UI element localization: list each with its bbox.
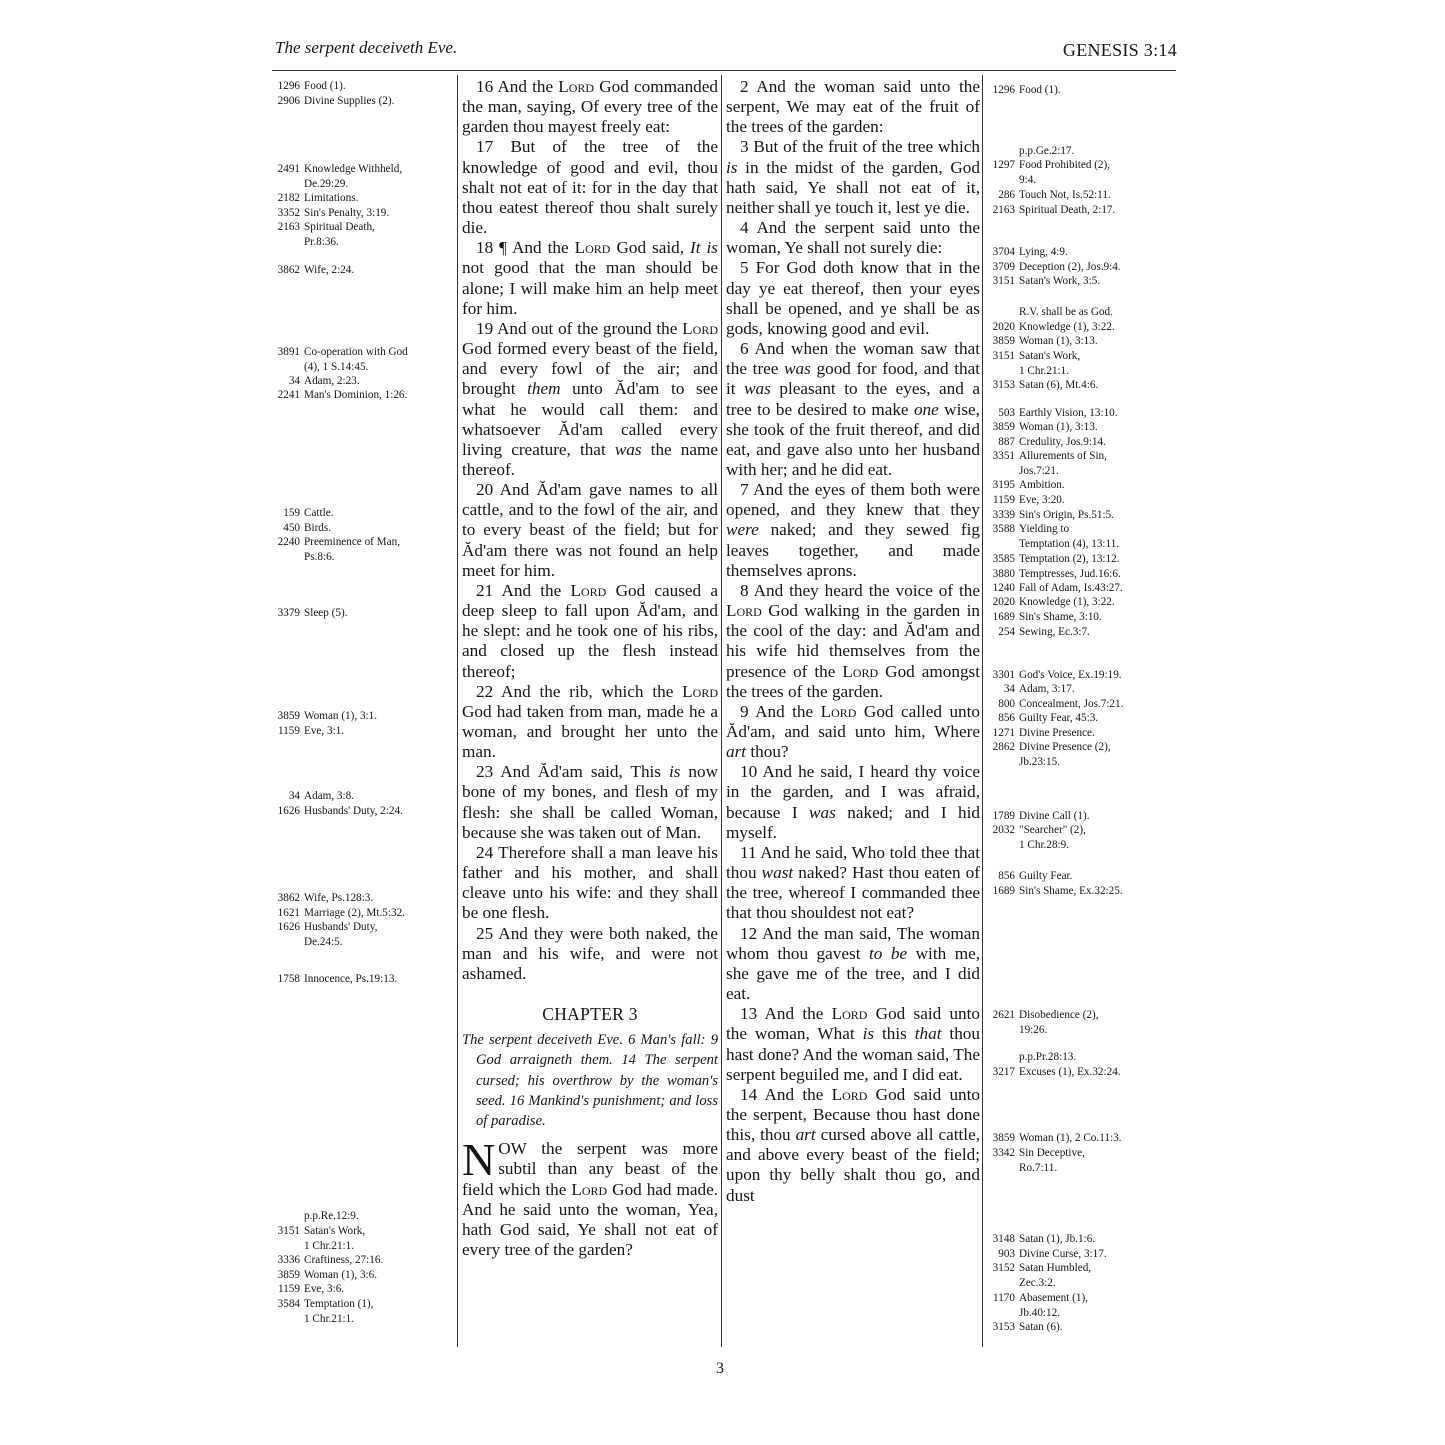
reference-entry: 1296 Food (1). [277,80,346,92]
verse-19: 19 And out of the ground the Lord God formed every beast of the field, and every fowl of the air; and brought them unto Ăd'am to see what he would call them: and whatsoever Ăd'am called every living creature, that was the name thereof. [462,318,719,479]
reference-entry: 3585 Temptation (2), 13:12. [992,553,1120,565]
reference-entry: 2621 Disobedience (2), 19:26. [992,1009,1099,1036]
column-rule-center [721,75,722,1347]
column-rule-right [982,75,983,1347]
reference-entry: 2020 Knowledge (1), 3:22. [992,596,1115,608]
reference-entry: 34 Adam, 3:17. [1003,683,1075,695]
reference-entry: 856 Guilty Fear, 45:3. [998,712,1099,724]
reference-entry: 2032 "Searcher" (2), 1 Chr.28:9. [992,824,1086,851]
reference-entry: 800 Concealment, Jos.7:21. [998,698,1124,710]
reference-entry: 1626 Husbands' Duty, De.24:5. [277,921,378,948]
reference-entry: 1296 Food (1). [992,84,1061,96]
reference-entry: 3859 Woman (1), 3:13. [992,335,1098,347]
verse-22: 22 And the rib, which the Lord God had taken from man, made he a woman, and brought her unto the man. [462,681,718,762]
drop-cap: N [462,1134,496,1186]
reference-entry: 3351 Allurements of Sin, Jos.7:21. [992,450,1107,477]
verse-2: 2 And the woman said unto the serpent, We may eat of the fruit of the trees of the garden: [726,77,980,137]
reference-entry: 1689 Sin's Shame, Ex.32:25. [992,885,1123,897]
reference-entry: 1297 Food Prohibited (2), 9:4. [992,159,1111,186]
verse-20: 20 And Ăd'am gave names to all cattle, and to the fowl of the air, and to every beast of the field; but for Ăd'am there was not found an help meet for him. [462,480,718,580]
verse-9: 9 And the Lord God called unto Ăd'am, and said unto him, Where art thou? [726,701,980,762]
reference-entry: 856 Guilty Fear. [998,870,1073,882]
verse-10: 10 And he said, I heard thy voice in the garden, and I was afraid, because I was naked; and I hid myself. [726,762,980,842]
reference-entry: 2182 Limitations. [277,192,359,204]
verse-21: 21 And the Lord God caused a deep sleep to fall upon Ăd'am, and he slept: and he took one of his ribs, and closed up the flesh instead thereof; [462,580,718,681]
verse-14: 14 And the Lord God said unto the serpent, Because thou hast done this, thou art cursed above all cattle, and above every beast of the field; upon thy belly shalt thou go, and dust [726,1084,980,1205]
page-number: 3 [716,1360,724,1377]
reference-entry: p.p.Ge.2:17. [1019,145,1075,157]
reference-entry: 3352 Sin's Penalty, 3:19. [277,207,390,219]
reference-entry: 887 Credulity, Jos.9:14. [998,436,1106,448]
reference-entry: 3151 Satan's Work, 1 Chr.21:1. [277,1225,366,1252]
verse-16: 16 And the Lord God commanded the man, saying, Of every tree of the garden thou mayest freely eat: [462,77,718,137]
verse-4: 4 And the serpent said unto the woman, Ye shall not surely die: [726,218,980,258]
verse-3: 3 But of the fruit of the tree which is in the midst of the garden, God hath said, Ye shall not eat of it, neither shall ye touch it, lest ye die. [726,137,980,217]
verse-11: 11 And he said, Who told thee that thou wast naked? Hast thou eaten of the tree, whereof I commanded thee that thou shouldest not eat? [726,842,980,923]
scripture-column-1 [462,77,718,1260]
reference-entry: 3704 Lying, 4:9. [992,246,1068,258]
verse-8: 8 And they heard the voice of the Lord God walking in the garden in the cool of the day: and Ăd'am and his wife hid themselves from the presence of the Lord God amongst the trees of the garden. [726,580,980,701]
verse-17: 17 But of the tree of the knowledge of good and evil, thou shalt not eat of it: for in the day that thou eatest thereof thou shalt surely die. [462,137,718,238]
reference-entry: 1159 Eve, 3:1. [278,725,345,737]
reference-entry: R.V. shall be as God. [1019,306,1113,318]
reference-entry: 2163 Spiritual Death, Pr.8:36. [277,221,375,248]
verse-23: 23 And Ăd'am said, This is now bone of my bones, and flesh of my flesh: she shall be called Woman, because she was taken out of Man. [462,762,718,842]
reference-entry: 3148 Satan (1), Jb.1:6. [992,1233,1096,1245]
reference-entry: 3336 Craftiness, 27:16. [277,1254,384,1266]
reference-entry: 3859 Woman (1), 3:13. [992,421,1098,433]
reference-entry: 2020 Knowledge (1), 3:22. [992,321,1115,333]
reference-entry: 3891 Co-operation with God (4), 1 S.14:45. [277,346,408,373]
header-rule [272,70,1176,71]
verse-12: 12 And the man said, The woman whom thou gavest to be with me, she gave me of the tree, and I did eat. [726,923,981,1004]
reference-entry: 3151 Satan's Work, 1 Chr.21:1. [992,350,1081,377]
reference-entry: 34 Adam, 2:23. [288,375,360,387]
reference-entry: 3588 Yielding to Temptation (4), 13:11. [992,523,1120,550]
reference-entry: 1159 Eve, 3:6. [278,1283,345,1295]
reference-entry: 3880 Temptresses, Jud.16:6. [992,568,1121,580]
reference-entry: 3153 Satan (6), Mt.4:6. [992,379,1099,391]
reference-entry: 3339 Sin's Origin, Ps.51:5. [992,509,1114,521]
reference-entry: 3153 Satan (6). [992,1321,1063,1333]
verse-7: 7 And the eyes of them both were opened, and they knew that they were naked; and they sewed fig leaves together, and made themselves aprons. [726,480,980,580]
reference-entry: p.p.Re.12:9. [304,1210,359,1222]
reference-entry: 2241 Man's Dominion, 1:26. [277,389,408,401]
reference-entry: 3859 Woman (1), 3:6. [277,1269,378,1281]
reference-entry: 3862 Wife, 2:24. [277,264,355,276]
reference-entry: 503 Earthly Vision, 13:10. [998,407,1118,419]
reference-entry: 1159 Eve, 3:20. [993,494,1065,506]
verse-24: 24 Therefore shall a man leave his father and his mother, and shall cleave unto his wife: and they shall be one flesh. [462,842,718,923]
reference-entry: 159 Cattle. [283,507,334,519]
reference-entry: 2906 Divine Supplies (2). [277,95,395,107]
reference-entry: 3151 Satan's Work, 3:5. [992,275,1101,287]
running-head-right: GENESIS 3:14 [1062,40,1177,60]
reference-entry: 286 Touch Not, Is.52:11. [998,189,1111,201]
reference-entry: 3584 Temptation (1), 1 Chr.21:1. [277,1298,374,1325]
reference-entry: 3301 God's Voice, Ex.19:19. [992,669,1122,681]
reference-entry: 1170 Abasement (1), Jb.40:12. [993,1292,1088,1319]
reference-entry: 3217 Excuses (1), Ex.32:24. [992,1066,1121,1078]
verse-18: 18 ¶ And the Lord God said, It is not good that the man should be alone; I will make him an help meet for him. [462,238,718,318]
reference-entry: 1626 Husbands' Duty, 2:24. [277,805,403,817]
reference-entry: 3709 Deception (2), Jos.9:4. [992,261,1121,273]
verse-13: 13 And the Lord God said unto the woman, What is this that thou hast done? And the woman said, The serpent beguiled me, and I did eat. [726,1004,980,1084]
verse-5: 5 For God doth know that in the day ye eat thereof, then your eyes shall be opened, and ye shall be as gods, knowing good and evil. [726,258,980,338]
reference-entry: 3859 Woman (1), 2 Co.11:3. [992,1132,1122,1144]
reference-entry: 1240 Fall of Adam, Is.43:27. [992,582,1123,594]
reference-entry: 2862 Divine Presence (2), Jb.23:15. [992,741,1111,768]
verse-6: 6 And when the woman saw that the tree was good for food, and that it was pleasant to the eyes, and a tree to be desired to make one wise, she took of the fruit thereof, and did eat, and gave also unto her husband with her; and he did eat. [726,339,980,479]
reference-entry: 2491 Knowledge Withheld, De.29:29. [277,163,403,190]
column-rule-left [457,75,458,1347]
reference-entry: 1689 Sin's Shame, 3:10. [992,611,1102,623]
reference-entry: 2163 Spiritual Death, 2:17. [992,204,1116,216]
chapter-summary: The serpent deceiveth Eve. 6 Man's fall: 9 God arraigneth them. 14 The serpent cursed; his overthrow by the woman's seed. 16 Mankind's punishment; and loss of paradise. [462,1032,718,1129]
reference-entry: 3195 Ambition. [992,479,1065,491]
reference-entry: 1621 Marriage (2), Mt.5:32. [277,907,405,919]
reference-entry: 3862 Wife, Ps.128:3. [277,892,374,904]
reference-entry: 1789 Divine Call (1). [992,810,1090,822]
reference-entry: 450 Birds. [283,522,332,534]
running-head-left: The serpent deceiveth Eve. [275,38,458,57]
reference-entry: 2240 Preeminence of Man, Ps.8:6. [277,536,400,563]
verse-25: 25 And they were both naked, the man and his wife, and were not ashamed. [462,923,718,983]
scripture-column-2 [726,77,980,1206]
chapter-heading: CHAPTER 3 [542,1004,638,1025]
reference-entry: p.p.Pr.28:13. [1019,1051,1077,1063]
reference-entry: 1271 Divine Presence. [992,727,1095,739]
reference-entry: 34 Adam, 3:8. [288,790,355,802]
reference-entry: 3152 Satan Humbled, Zec.3:2. [992,1262,1092,1289]
reference-entry: 3859 Woman (1), 3:1. [277,710,378,722]
reference-entry: 903 Divine Curse, 3:17. [998,1248,1107,1260]
reference-entry: 3379 Sleep (5). [277,607,348,619]
verse-1: NOW the serpent was more subtil than any beast of the field which the Lord God had made. And he said unto the woman, Yea, hath God said, Ye shall not eat of every tree of the garden? [462,1134,718,1259]
reference-entry: 1758 Innocence, Ps.19:13. [277,973,398,985]
reference-entry: 3342 Sin Deceptive, Ro.7:11. [992,1147,1085,1174]
reference-entry: 254 Sewing, Ec.3:7. [998,626,1090,638]
